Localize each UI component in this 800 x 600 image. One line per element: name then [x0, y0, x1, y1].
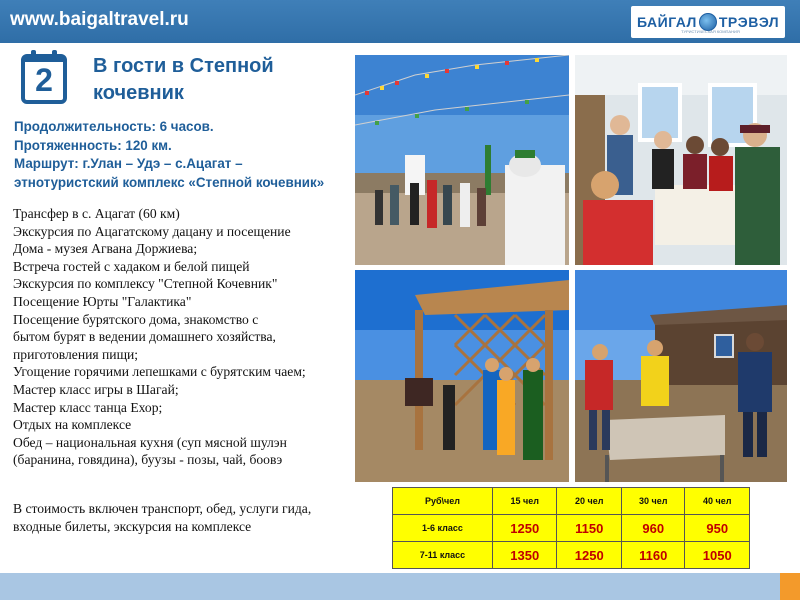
program-line: Угощение горячими лепешками с бурятским чаем; — [13, 364, 306, 380]
program-line: Посещение Юрты "Галактика" — [13, 293, 192, 309]
program-line: Экскурсия по комплексу "Степной Кочевник" — [13, 276, 278, 292]
program-line: Обед – национальная кухня (суп мясной шулэн — [13, 434, 287, 450]
price-value: 1150 — [557, 515, 622, 542]
tour-facts — [14, 118, 359, 192]
fact-line: Маршрут: г.Улан – Удэ – с.Ацагат – — [14, 156, 243, 171]
price-row-label: 1-6 класс — [393, 515, 493, 542]
price-table-row — [393, 542, 750, 569]
price-table-header: 40 чел — [685, 488, 750, 515]
price-value: 960 — [621, 515, 685, 542]
price-includes-note — [13, 500, 373, 536]
price-row-label: 7-11 класс — [393, 542, 493, 569]
price-value: 1160 — [621, 542, 685, 569]
program-line: Дома - музея Агвана Доржиева; — [13, 241, 198, 257]
program-line: Экскурсия по Ацагатскому дацану и посещение — [13, 223, 291, 239]
price-table-corner: Руб\чел — [393, 488, 493, 515]
footer-accent — [780, 573, 800, 600]
price-value: 950 — [685, 515, 750, 542]
price-value: 1350 — [492, 542, 557, 569]
program-line: Мастер класс игры в Шагай; — [13, 381, 179, 397]
program-line: Посещение бурятского дома, знакомство с — [13, 311, 259, 327]
program-list — [13, 205, 358, 469]
price-value: 1250 — [557, 542, 622, 569]
price-table-header-row — [393, 488, 750, 515]
footer-bar — [0, 573, 780, 600]
photo-pavilion-performers — [355, 270, 569, 482]
program-line: приготовления пищи; — [13, 346, 139, 362]
fact-line: Продолжительность: 6 часов. — [14, 119, 214, 134]
price-table — [392, 487, 750, 569]
photo-indoor-group — [575, 55, 787, 265]
fact-line: этнотуристский комплекс «Степной кочевник» — [14, 174, 325, 190]
price-table-header: 30 чел — [621, 488, 685, 515]
program-line: Трансфер в с. Ацагат (60 км) — [13, 206, 180, 221]
note-line: входные билеты, экскурсия на комплексе — [13, 519, 252, 534]
price-table-row — [393, 515, 750, 542]
title-line: В гости в Степной — [93, 55, 274, 77]
price-value: 1050 — [685, 542, 750, 569]
logo-subtitle: ТУРИСТИЧЕСКАЯ КОМПАНИЯ — [681, 29, 740, 34]
company-logo[interactable] — [631, 6, 785, 38]
title-line: кочевник — [93, 82, 184, 104]
program-line: Мастер класс танца Ехор; — [13, 399, 163, 415]
program-line: бытом бурят в ведении домашнего хозяйства, — [13, 329, 276, 345]
logo-text-left: БАЙГАЛ — [637, 14, 697, 30]
site-url[interactable]: www.baigaltravel.ru — [10, 9, 189, 30]
logo-text-right: ТРЭВЭЛ — [718, 14, 780, 30]
header-bar — [0, 0, 800, 43]
program-line: (баранина, говядина), буузы - позы, чай, боовэ — [13, 452, 283, 468]
program-line: Отдых на комплексе — [13, 417, 132, 433]
note-line: В стоимость включен транспорт, обед, услуги гида, — [13, 501, 312, 516]
price-value: 1250 — [492, 515, 557, 542]
fact-line: Протяженность: 120 км. — [14, 137, 172, 153]
price-table-header: 15 чел — [492, 488, 557, 515]
photo-felt-making — [575, 270, 787, 482]
price-table-header: 20 чел — [557, 488, 622, 515]
calendar-day-icon — [20, 48, 68, 104]
day-number: 2 — [35, 62, 53, 98]
program-line: Встреча гостей с хадаком и белой пищей — [13, 258, 250, 274]
photo-datsan-courtyard — [355, 55, 569, 265]
page-title — [93, 53, 303, 107]
